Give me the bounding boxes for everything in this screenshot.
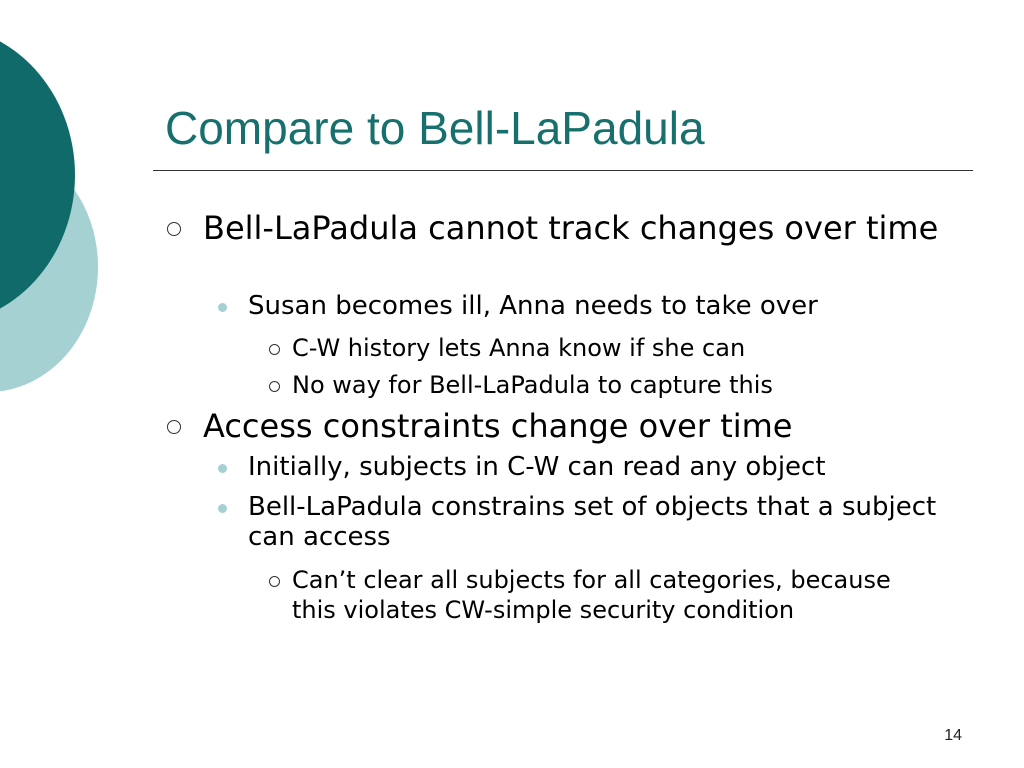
hollow-circle-bullet-icon	[269, 344, 280, 355]
bullet-level1	[203, 408, 963, 445]
bullet-level2	[248, 453, 948, 483]
hollow-circle-bullet-icon	[167, 420, 181, 434]
dot-bullet-icon	[218, 303, 227, 312]
bullet-text: Bell-LaPadula cannot track changes over time	[203, 209, 939, 247]
bullet-text: Bell-LaPadula constrains set of objects that a subject can access	[248, 492, 937, 552]
dot-bullet-icon	[218, 464, 227, 473]
slide-title: Compare to Bell-LaPadula	[165, 102, 705, 154]
bullet-level3	[292, 333, 912, 363]
bullet-text: Susan becomes ill, Anna needs to take over	[248, 291, 818, 321]
bullet-text: Access constraints change over time	[203, 407, 793, 445]
bullet-text: Initially, subjects in C-W can read any object	[248, 452, 826, 482]
bullet-text: C-W history lets Anna know if she can	[292, 334, 746, 362]
bullet-text: No way for Bell-LaPadula to capture this	[292, 371, 773, 399]
page-number: 14	[944, 727, 962, 744]
bullet-level2	[248, 493, 948, 553]
hollow-circle-bullet-icon	[167, 222, 181, 236]
hollow-circle-bullet-icon	[269, 381, 280, 392]
bullet-level1	[203, 210, 963, 247]
dot-bullet-icon	[218, 504, 227, 513]
bullet-level3	[292, 370, 912, 400]
bullet-level2	[248, 292, 948, 322]
title-divider	[153, 170, 973, 171]
bullet-level3	[292, 565, 912, 625]
hollow-circle-bullet-icon	[269, 576, 280, 587]
bullet-text: Can’t clear all subjects for all categories, because this violates CW-simple security condition	[292, 566, 891, 624]
